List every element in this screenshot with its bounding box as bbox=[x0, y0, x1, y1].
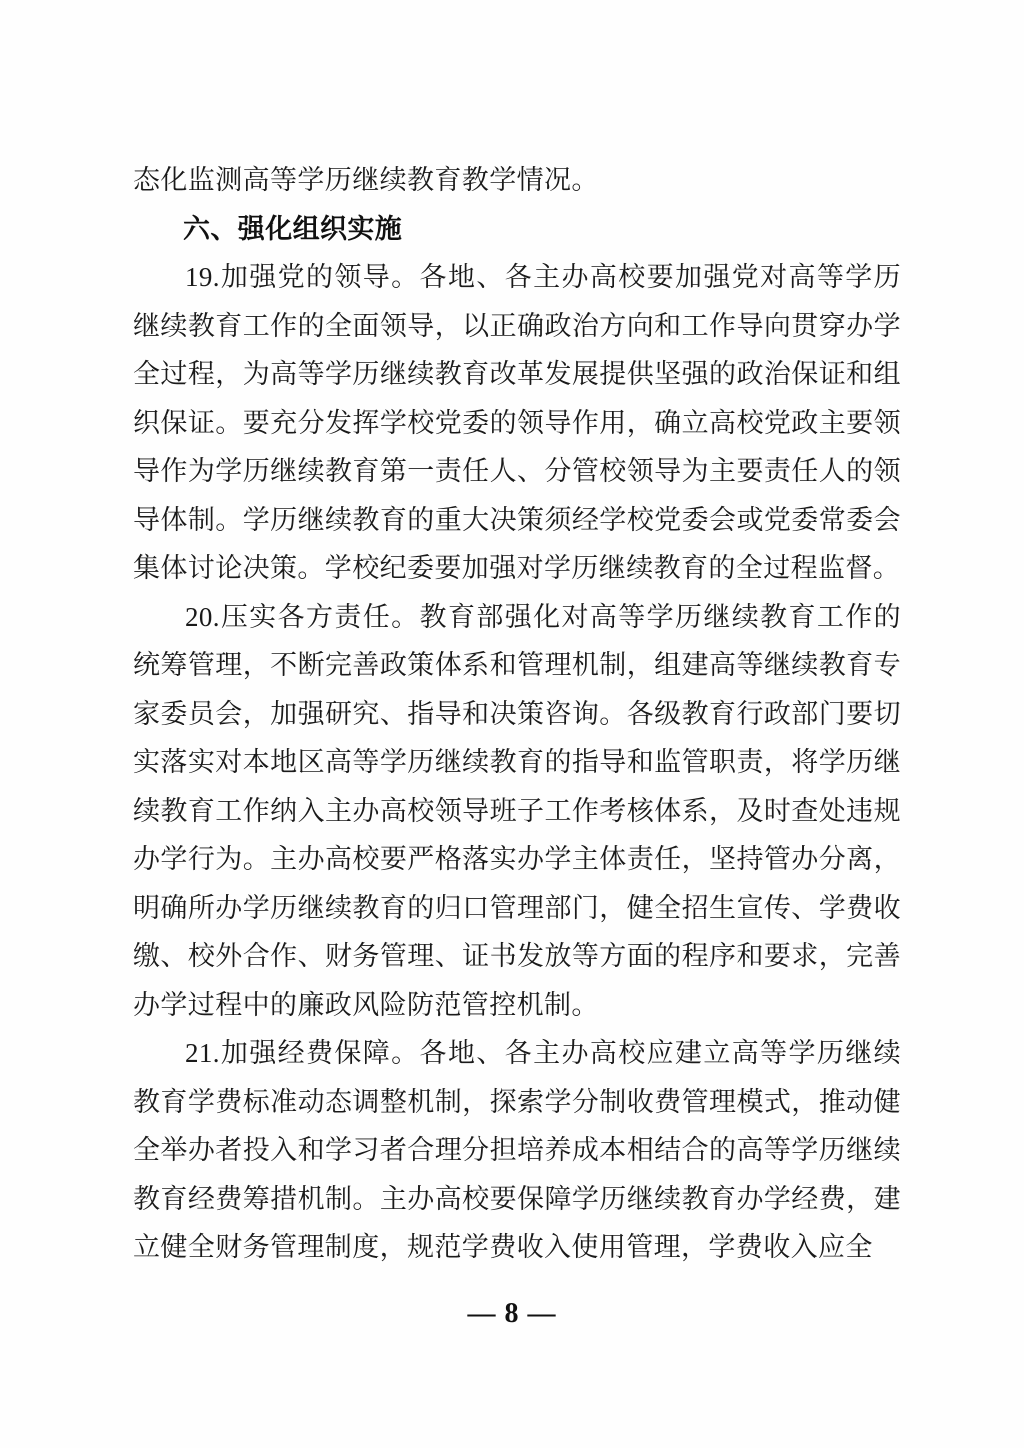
paragraph-20: 20.压实各方责任。教育部强化对高等学历继续教育工作的统筹管理，不断完善政策体系和管理机制，组建高等继续教育专家委员会，加强研究、指导和决策咨询。各级教育行政部门要切实落实对本地区高等学历继续教育的指导和监管职责，将学历继续教育工作纳入主办高校领导班子工作考核体系，及时查处违规办学行为。主办高校要严格落实办学主体责任，坚持管办分离，明确所办学历继续教育的归口管理部门，健全招生宣传、学费收缴、校外合作、财务管理、证书发放等方面的程序和要求，完善办学过程中的廉政风险防范管控机制。 bbox=[133, 601, 901, 1020]
paragraph-21: 21.加强经费保障。各地、各主办高校应建立高等学历继续教育学费标准动态调整机制，探索学分制收费管理模式，推动健全举办者投入和学习者合理分担培养成本相结合的高等学历继续教育经费筹措机制。主办高校要保障学历继续教育办学经费，建立健全财务管理制度，规范学费收入使用管理，学费收入应全 bbox=[133, 1038, 901, 1262]
page-number: — 8 — bbox=[467, 1298, 557, 1329]
page-footer bbox=[0, 1298, 1024, 1330]
paragraph-continuation: 态化监测高等学历继续教育教学情况。 bbox=[133, 165, 599, 195]
section-heading: 六、强化组织实施 bbox=[183, 213, 403, 244]
document-body bbox=[133, 156, 901, 1272]
paragraph-19: 19.加强党的领导。各地、各主办高校要加强党对高等学历继续教育工作的全面领导，以正确政治方向和工作导向贯穿办学全过程，为高等学历继续教育改革发展提供坚强的政治保证和组织保证。要充分发挥学校党委的领导作用，确立高校党政主要领导作为学历继续教育第一责任人、分管校领导为主要责任人的领导体制。学历继续教育的重大决策须经学校党委会或党委常委会集体讨论决策。学校纪委要加强对学历继续教育的全过程监督。 bbox=[133, 262, 901, 583]
